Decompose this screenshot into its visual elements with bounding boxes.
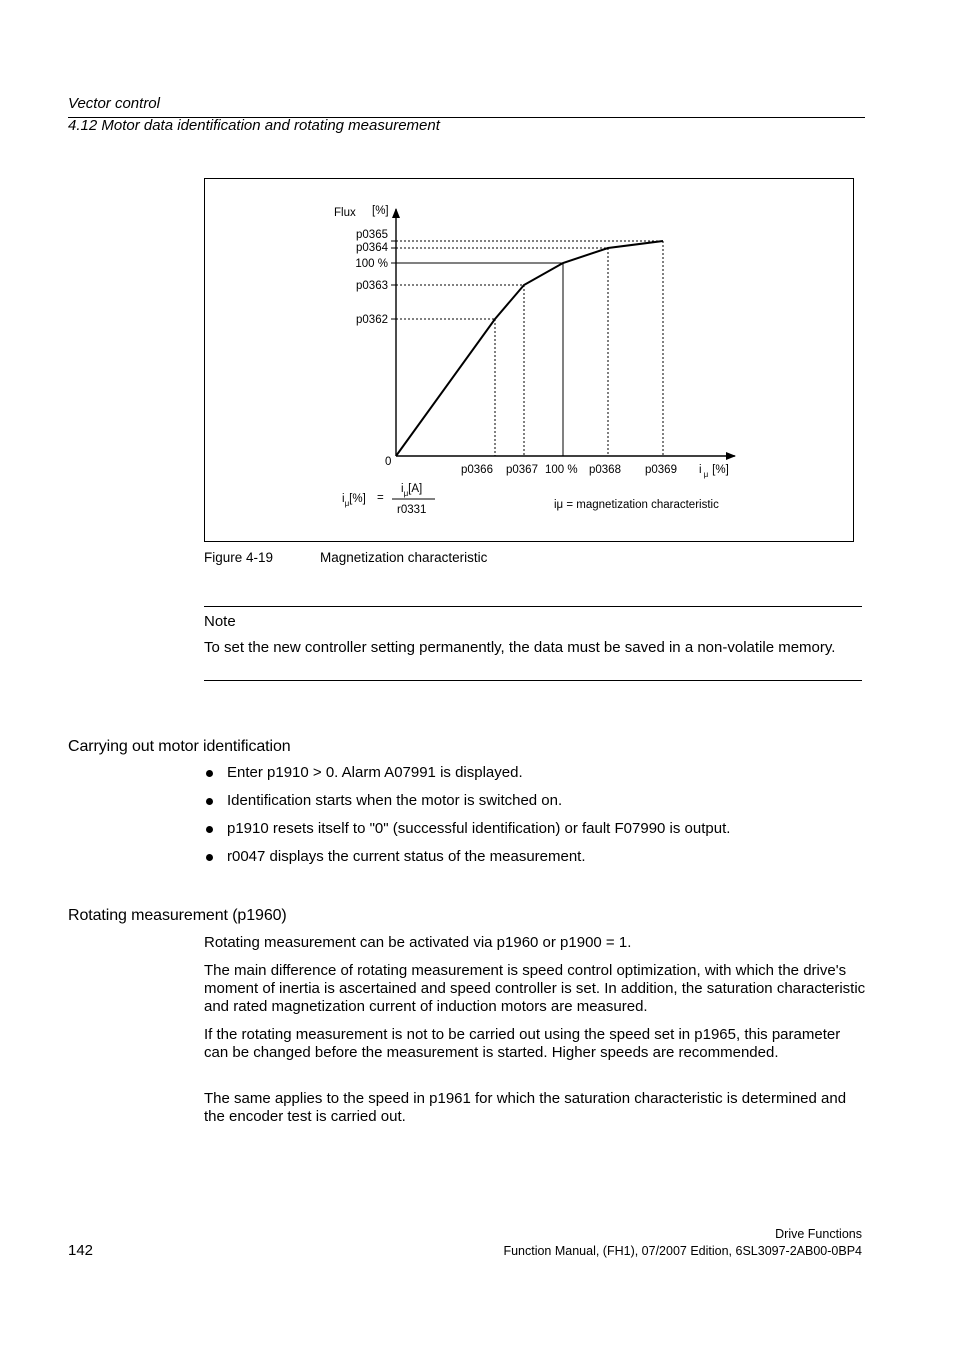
chart-labels xyxy=(355,229,677,476)
magnetization-chart xyxy=(205,179,853,541)
y-tick-label: p0363 xyxy=(356,280,388,292)
y-axis-unit: [%] xyxy=(372,205,389,217)
figure-caption xyxy=(204,550,487,565)
chart-ticks xyxy=(391,241,396,319)
x-tick-label: 100 % xyxy=(545,464,578,476)
paragraph: Rotating measurement can be activated via p1960 or p1900 = 1. xyxy=(204,934,632,951)
section-heading-rotating-measurement: Rotating measurement (p1960) xyxy=(68,907,287,924)
origin-label: 0 xyxy=(385,456,392,468)
legend-note: iμ = magnetization characteristic xyxy=(554,499,719,511)
chart-guides xyxy=(396,241,663,456)
formula-lhs: $i_\mu[\%]$ xyxy=(342,493,366,508)
formula-denominator: r0331 xyxy=(397,504,427,516)
x-tick-label: p0368 xyxy=(589,464,621,476)
x-tick-label: p0367 xyxy=(506,464,538,476)
formula-numerator: $i_\mu[A]$ xyxy=(401,483,423,498)
bullet-dot xyxy=(206,826,213,833)
footer-doc-title: Drive Functions xyxy=(775,1227,862,1241)
bullet-dot xyxy=(206,854,213,861)
identification-bullet-list xyxy=(204,764,730,876)
note-title: Note xyxy=(204,613,236,630)
paragraph: The main difference of rotating measurement is speed control optimization, with which the drive's moment of inertia is ascertained and speed controller is set. In addition, the saturation characteristic and rated magnetization current of induction motors are measured. xyxy=(204,962,866,1015)
figure-number: Figure 4-19 xyxy=(204,550,274,565)
x-tick-label: p0369 xyxy=(645,464,677,476)
y-axis-label: Flux xyxy=(334,207,356,219)
list-item: Identification starts when the motor is switched on. xyxy=(204,792,730,820)
y-tick-label: p0362 xyxy=(356,314,388,326)
x-axis-label: i $_\mu$ [%] xyxy=(699,464,729,479)
bullet-dot xyxy=(206,770,213,777)
magnetization-curve xyxy=(396,241,663,456)
y-tick-label: p0364 xyxy=(356,242,388,254)
list-item: Enter p1910 > 0. Alarm A07991 is displayed. xyxy=(204,764,730,792)
y-tick-label: 100 % xyxy=(355,258,388,270)
footer-doc-info: Function Manual, (FH1), 07/2007 Edition, 6SL3097-2AB00-0BP4 xyxy=(503,1244,862,1258)
paragraph: The same applies to the speed in p1961 for which the saturation characteristic is determined and the encoder test is carried out. xyxy=(204,1090,847,1125)
header-section: 4.12 Motor data identification and rotating measurement xyxy=(68,117,440,134)
bullet-dot xyxy=(206,798,213,805)
page-number: 142 xyxy=(68,1242,94,1259)
figure-frame xyxy=(204,178,854,542)
list-item: r0047 displays the current status of the measurement. xyxy=(204,848,730,876)
paragraph: If the rotating measurement is not to be carried out using the speed set in p1965, this parameter can be changed before the measurement is started. Higher speeds are recommended. xyxy=(204,1026,841,1061)
figure-caption-text: Magnetization characteristic xyxy=(320,550,488,565)
section-heading-motor-identification: Carrying out motor identification xyxy=(68,738,291,755)
formula-equals: = xyxy=(377,492,384,504)
note-rule-top xyxy=(204,606,862,607)
list-item: p1910 resets itself to "0" (successful identification) or fault F07990 is output. xyxy=(204,820,730,848)
note-text: To set the new controller setting permanently, the data must be saved in a non-volatile memory. xyxy=(204,639,836,656)
note-rule-bottom xyxy=(204,680,862,681)
header-title: Vector control xyxy=(68,95,160,112)
y-tick-label: p0365 xyxy=(356,229,388,241)
x-tick-label: p0366 xyxy=(461,464,493,476)
